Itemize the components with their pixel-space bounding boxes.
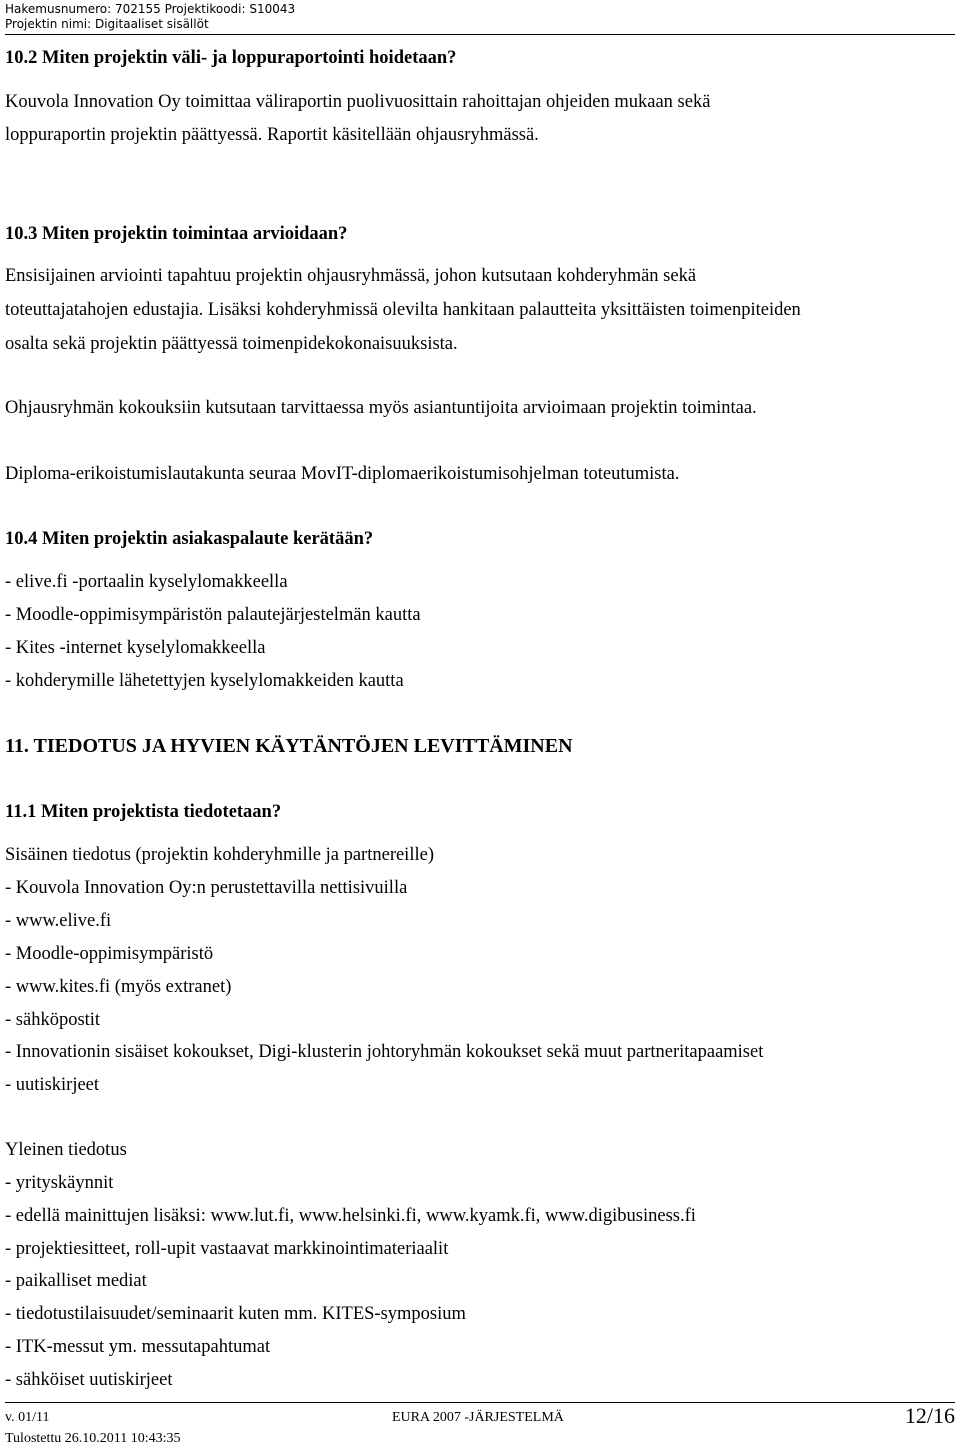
header-project-name: Projektin nimi: Digitaaliset sisällöt [5, 17, 209, 31]
list-item: - paikalliset mediat [5, 1271, 147, 1291]
footer-version: v. 01/11 [5, 1410, 50, 1425]
list-item: - uutiskirjeet [5, 1075, 100, 1095]
list-item: - sähköpostit [5, 1010, 101, 1030]
list-item: - projektiesitteet, roll-upit vastaavat markkinointimateriaalit [5, 1239, 449, 1259]
section-10-3-heading: 10.3 Miten projektin toimintaa arvioidaan? [5, 224, 348, 244]
section-10-3-paragraph-diploma: Diploma-erikoistumislautakunta seuraa MovIT-diplomaerikoistumisohjelman toteutumista. [5, 464, 680, 484]
list-item: - elive.fi -portaalin kyselylomakkeella [5, 572, 288, 592]
general-communication-title: Yleinen tiedotus [5, 1140, 127, 1160]
list-item: - yrityskäynnit [5, 1173, 114, 1193]
section-11-heading: 11. TIEDOTUS JA HYVIEN KÄYTÄNTÖJEN LEVITTÄMINEN [5, 735, 573, 757]
list-item: - tiedotustilaisuudet/seminaarit kuten mm. KITES-symposium [5, 1304, 466, 1324]
list-item: - sähköiset uutiskirjeet [5, 1370, 173, 1390]
list-item: - www.elive.fi [5, 911, 112, 931]
internal-communication-title: Sisäinen tiedotus (projektin kohderyhmille ja partnereille) [5, 845, 434, 865]
section-10-3-paragraph-steering: Ohjausryhmän kokouksiin kutsutaan tarvittaessa myös asiantuntijoita arvioimaan projektin toimintaa. [5, 398, 757, 418]
footer-printed-timestamp: Tulostettu 26.10.2011 10:43:35 [5, 1431, 181, 1446]
section-10-3-paragraph-line-2: toteuttajatahojen edustajia. Lisäksi kohderyhmissä olevilta hankitaan palautteita yksittäisten toimenpiteiden [5, 300, 801, 320]
section-10-3-paragraph-line-1: Ensisijainen arviointi tapahtuu projektin ohjausryhmässä, johon kutsutaan kohderyhmän sekä [5, 266, 697, 286]
section-10-4-heading: 10.4 Miten projektin asiakaspalaute kerätään? [5, 529, 374, 549]
header-application-number: Hakemusnumero: 702155 Projektikoodi: S10043 [5, 2, 296, 16]
list-item: - Moodle-oppimisympäristö [5, 944, 214, 964]
list-item: - ITK-messut ym. messutapahtumat [5, 1337, 271, 1357]
list-item: - Moodle-oppimisympäristön palautejärjestelmän kautta [5, 605, 421, 625]
section-10-2-heading: 10.2 Miten projektin väli- ja loppuraportointi hoidetaan? [5, 48, 457, 68]
list-item: - kohderymille lähetettyjen kyselylomakkeiden kautta [5, 671, 404, 691]
section-10-3-paragraph-line-3: osalta sekä projektin päättyessä toimenpidekokonaisuuksista. [5, 334, 458, 354]
footer-divider [5, 1402, 955, 1403]
list-item: - edellä mainittujen lisäksi: www.lut.fi, www.helsinki.fi, www.kyamk.fi, www.digibusiness.fi [5, 1206, 696, 1226]
section-10-2-paragraph-line-1: Kouvola Innovation Oy toimittaa väliraportin puolivuosittain rahoittajan ohjeiden mukaan sekä [5, 92, 711, 112]
list-item: - Kites -internet kyselylomakkeella [5, 638, 266, 658]
list-item: - Kouvola Innovation Oy:n perustettavilla nettisivuilla [5, 878, 408, 898]
list-item: - www.kites.fi (myös extranet) [5, 977, 232, 997]
footer-system-name: EURA 2007 -JÄRJESTELMÄ [392, 1410, 564, 1425]
header-divider [5, 34, 955, 35]
section-10-2-paragraph-line-2: loppuraportin projektin päättyessä. Raportit käsitellään ohjausryhmässä. [5, 125, 539, 145]
section-11-1-heading: 11.1 Miten projektista tiedotetaan? [5, 802, 282, 822]
list-item: - Innovationin sisäiset kokoukset, Digi-klusterin johtoryhmän kokoukset sekä muut partneritapaamiset [5, 1042, 764, 1062]
footer-page-number: 12/16 [904, 1403, 955, 1428]
